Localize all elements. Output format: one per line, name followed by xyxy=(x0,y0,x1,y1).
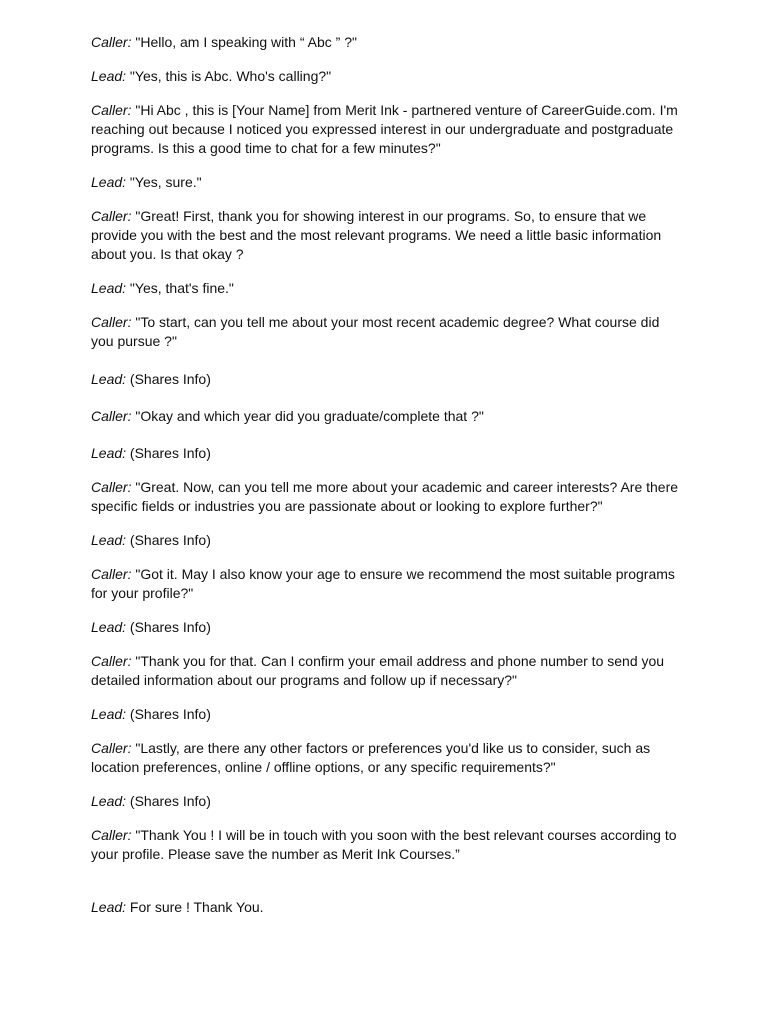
speaker-label: Lead: xyxy=(91,532,127,548)
dialogue-text: "Great. Now, can you tell me more about your academic and career interests? Are there specific fields or industries you are passionate about or looking to explore further?" xyxy=(91,479,679,514)
dialogue-text: (Shares Info) xyxy=(126,445,211,461)
dialogue-text: "Yes, that's fine." xyxy=(126,280,234,296)
speaker-label: Lead: xyxy=(91,706,127,722)
dialogue-text: "Hi Abc , this is [Your Name] from Merit Ink - partnered venture of CareerGuide.com. I'm reaching out because I noticed you expressed interest in our undergraduate and postgraduate programs. Is this a good time to chat for a few minutes?" xyxy=(91,102,678,156)
speaker-label: Caller: xyxy=(91,827,132,843)
caller-line xyxy=(91,478,681,516)
speaker-label: Lead: xyxy=(91,280,127,296)
speaker-label: Lead: xyxy=(91,793,127,809)
caller-line xyxy=(91,207,681,264)
speaker-label: Caller: xyxy=(91,740,132,756)
lead-line xyxy=(91,531,681,550)
speaker-label: Caller: xyxy=(91,34,132,50)
speaker-label: Lead: xyxy=(91,899,127,915)
caller-line xyxy=(91,652,681,690)
caller-line xyxy=(91,33,681,52)
dialogue-text: "Yes, sure." xyxy=(126,174,202,190)
caller-line xyxy=(91,826,681,864)
speaker-label: Caller: xyxy=(91,208,132,224)
dialogue-text: (Shares Info) xyxy=(126,532,211,548)
dialogue-text: "Got it. May I also know your age to ensure we recommend the most suitable programs for your profile?" xyxy=(91,566,675,601)
speaker-label: Lead: xyxy=(91,445,127,461)
dialogue-text: "Lastly, are there any other factors or preferences you'd like us to consider, such as location preferences, online / offline options, or any specific requirements?" xyxy=(91,740,651,775)
lead-line xyxy=(91,173,681,192)
speaker-label: Lead: xyxy=(91,68,127,84)
caller-line xyxy=(91,313,681,351)
dialogue-text: "Hello, am I speaking with “ Abc ” ?" xyxy=(131,34,357,50)
lead-line xyxy=(91,618,681,637)
lead-line xyxy=(91,279,681,298)
caller-line xyxy=(91,739,681,777)
dialogue-text: "To start, can you tell me about your most recent academic degree? What course did you pursue ?" xyxy=(91,314,660,349)
lead-line xyxy=(91,792,681,811)
lead-line xyxy=(91,444,681,463)
speaker-label: Caller: xyxy=(91,653,132,669)
dialogue-text: (Shares Info) xyxy=(126,619,211,635)
speaker-label: Caller: xyxy=(91,479,132,495)
speaker-label: Caller: xyxy=(91,408,132,424)
caller-line xyxy=(91,101,681,158)
dialogue-text: "Yes, this is Abc. Who's calling?" xyxy=(126,68,332,84)
caller-line xyxy=(91,407,681,426)
dialogue-text: "Great! First, thank you for showing interest in our programs. So, to ensure that we provide you with the best and the most relevant programs. We need a little basic information about you. Is that okay ? xyxy=(91,208,662,262)
speaker-label: Caller: xyxy=(91,102,132,118)
lead-line xyxy=(91,67,681,86)
dialogue-text: (Shares Info) xyxy=(126,793,211,809)
dialogue-text: (Shares Info) xyxy=(126,371,211,387)
speaker-label: Lead: xyxy=(91,619,127,635)
dialogue-text: "Thank you for that. Can I confirm your email address and phone number to send you detailed information about our programs and follow up if necessary?" xyxy=(91,653,665,688)
speaker-label: Caller: xyxy=(91,314,132,330)
dialogue-text: (Shares Info) xyxy=(126,706,211,722)
lead-line xyxy=(91,370,681,389)
caller-line xyxy=(91,565,681,603)
speaker-label: Lead: xyxy=(91,174,127,190)
dialogue-text: "Okay and which year did you graduate/complete that ?" xyxy=(131,408,484,424)
lead-line xyxy=(91,898,681,917)
dialogue-text: For sure ! Thank You. xyxy=(126,899,264,915)
speaker-label: Lead: xyxy=(91,371,127,387)
dialogue-text: "Thank You ! I will be in touch with you soon with the best relevant courses according to your profile. Please save the number as Merit Ink Courses.” xyxy=(91,827,677,862)
script-document xyxy=(91,33,681,932)
lead-line xyxy=(91,705,681,724)
speaker-label: Caller: xyxy=(91,566,132,582)
